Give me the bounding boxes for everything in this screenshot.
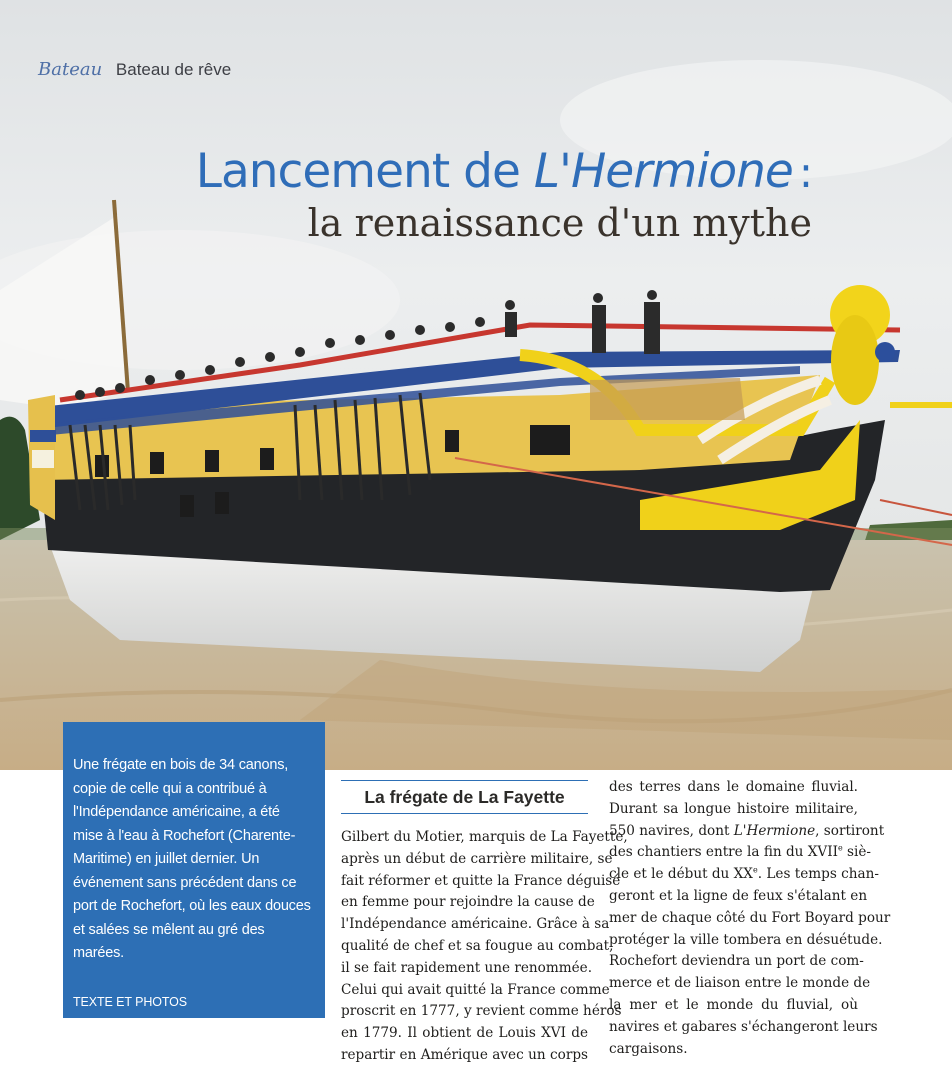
col2-line: des terres dans le domaine fluvial. <box>609 779 858 795</box>
col1-line: en 1779. Il obtient de Louis XVI de <box>341 1025 588 1042</box>
col2-text: , sortiront <box>815 822 885 839</box>
col2-line: navires et gabares s'échangeront leurs <box>609 1018 878 1035</box>
credit-author: JEAN-PHILIPPE LAMOTTE <box>73 1015 226 1030</box>
col1-line: il se fait rapidement une renommée. <box>341 959 593 976</box>
col1-line: qualité de chef et sa fougue au combat, <box>341 937 614 954</box>
col2-text: siè- <box>842 844 872 861</box>
col2-line: Durant sa longue histoire militaire, <box>609 800 858 817</box>
col2-sup: e <box>753 865 758 875</box>
col1-line: l'Indépendance américaine. Grâce à sa <box>341 916 610 933</box>
col2-line: mer de chaque côté du Fort Boyard pour <box>609 909 891 926</box>
article-heading: La frégate de La Fayette <box>364 787 565 807</box>
col2-sup: e <box>837 843 843 853</box>
headline-line2: la renaissance d'un mythe <box>307 201 812 245</box>
col1-line: proscrit en 1777, y revient comme héros <box>341 1003 622 1020</box>
col2-line: geront et la ligne de feux s'étalant en <box>609 887 868 904</box>
col2-text: des chantiers entre la fin du XVII <box>609 844 838 861</box>
col2-ship-name: L'Hermione <box>733 822 816 839</box>
col2-line: la mer et le monde du fluvial, où <box>609 996 858 1013</box>
subrubric: Bateau de rêve <box>115 60 232 79</box>
rubric: Bateau <box>38 59 103 80</box>
col2-line <box>609 842 872 864</box>
col1-line: en femme pour rejoindre la cause de <box>341 894 595 911</box>
col1-line: repartir en Amérique avec un corps <box>341 1046 588 1063</box>
col2-line: Rochefort deviendra un port de com- <box>609 953 864 970</box>
section-label <box>38 58 231 82</box>
col1-line: après un début de carrière militaire, se <box>341 850 613 867</box>
col1-line: Gilbert du Motier, marquis de La Fayette, <box>341 829 628 845</box>
col2-line: merce et de liaison entre le monde de <box>609 975 871 992</box>
article-column-1 <box>341 827 628 1063</box>
col2-line <box>609 864 879 886</box>
col2-line: protéger la ville tombera en désuétude. <box>609 931 883 948</box>
intro-box <box>63 722 325 1030</box>
headline-prefix: Lancement de <box>195 144 534 199</box>
article-heading-box <box>341 780 588 814</box>
headline-line1 <box>196 142 812 203</box>
intro-text: Une frégate en bois de 34 canons, copie de celle qui a contribué à l'Indépendance américaine, a été mise à l'eau à Rochefort (Charente-Maritime) en juillet dernier. Un événement sans précédent dans ce port de Rochefort, où les eaux douces et salées se mêlent au gré des marées. <box>73 757 311 961</box>
col2-text: cle et le début du XX <box>609 866 753 883</box>
credit-label: TEXTE ET PHOTOS <box>73 994 188 1009</box>
col2-line <box>609 821 885 843</box>
headline-ship-name: L'Hermione <box>533 144 793 199</box>
col2-text: 550 navires, dont <box>609 822 734 839</box>
article-column-2 <box>609 777 891 1060</box>
col2-text: . Les temps chan- <box>757 866 879 883</box>
col1-line: fait réformer et quitte la France déguisé <box>341 872 621 889</box>
col1-line: Celui qui avait quitté la France comme <box>341 981 610 998</box>
col2-line: cargaisons. <box>609 1040 688 1057</box>
headline-colon: : <box>798 148 812 197</box>
